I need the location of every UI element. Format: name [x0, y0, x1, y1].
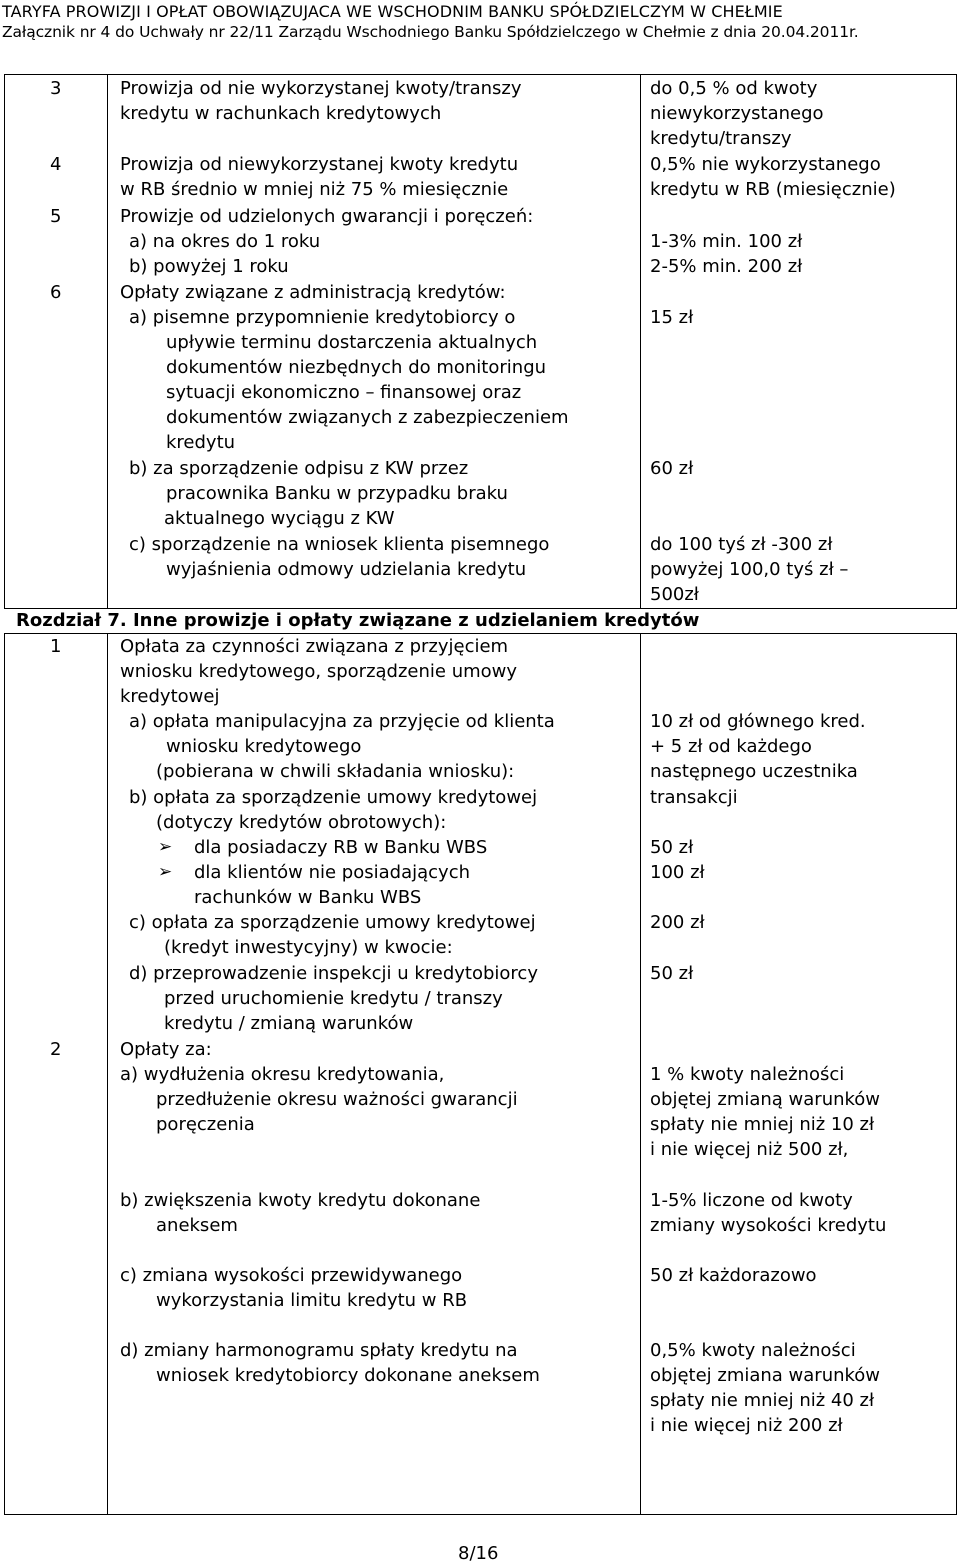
row-description: b) zwiększenia kwoty kredytu dokonane: [120, 1190, 481, 1211]
row-value: 1-3% min. 100 zł: [650, 231, 803, 252]
row-description: a) wydłużenia okresu kredytowania,: [120, 1064, 445, 1085]
row-description: aktualnego wyciągu z KW: [164, 508, 395, 529]
row-description: kredytu: [166, 432, 236, 453]
row-value: 2-5% min. 200 zł: [650, 256, 803, 277]
section-title: Rozdział 7. Inne prowizje i opłaty związane z udzielaniem kredytów: [16, 610, 700, 631]
row-value: do 0,5 % od kwoty: [650, 78, 818, 99]
row-description: wniosku kredytowego: [166, 736, 362, 757]
row-description: a) na okres do 1 roku: [129, 231, 321, 252]
row-description: rachunków w Banku WBS: [194, 887, 422, 908]
row-description: a) opłata manipulacyjna za przyjęcie od klienta: [129, 711, 555, 732]
row-value: 50 zł: [650, 963, 694, 984]
row-value: transakcji: [650, 787, 738, 808]
row-value: kredytu w RB (miesięcznie): [650, 179, 896, 200]
table-left-border-bottom: [4, 633, 5, 1515]
column-divider-value-bottom: [640, 633, 641, 1515]
row-description: wykorzystania limitu kredytu w RB: [156, 1290, 468, 1311]
row-description: d) zmiany harmonogramu spłaty kredytu na: [120, 1340, 518, 1361]
row-value: + 5 zł od każdego: [650, 736, 812, 757]
row-value: 50 zł każdorazowo: [650, 1265, 817, 1286]
row-description: Prowizja od niewykorzystanej kwoty kredytu: [120, 154, 519, 175]
row-description: kredytowej: [120, 686, 220, 707]
row-description: upływie terminu dostarczenia aktualnych: [166, 332, 538, 353]
row-number: 1: [50, 636, 62, 657]
row-description: Opłata za czynności związana z przyjęciem: [120, 636, 509, 657]
row-value: powyżej 100,0 tyś zł –: [650, 559, 849, 580]
table-right-border-bottom: [956, 633, 957, 1515]
row-description: dokumentów związanych z zabezpieczeniem: [166, 407, 569, 428]
row-value: objętej zmiana warunków: [650, 1365, 881, 1386]
row-number: 3: [50, 78, 62, 99]
row-description: (dotyczy kredytów obrotowych):: [156, 812, 447, 833]
row-value: 200 zł: [650, 912, 705, 933]
row-description: Prowizje od udzielonych gwarancji i poręczeń:: [120, 206, 534, 227]
row-value: spłaty nie mniej niż 10 zł: [650, 1114, 875, 1135]
header-subtitle: Załącznik nr 4 do Uchwały nr 22/11 Zarządu Wschodniego Banku Spółdzielczego w Chełmie z dnia 20.04.2011r.: [2, 23, 859, 41]
row-value: 60 zł: [650, 458, 694, 479]
row-description: b) powyżej 1 roku: [129, 256, 289, 277]
row-value: i nie więcej niż 500 zł,: [650, 1139, 849, 1160]
document-header: [2, 2, 960, 42]
row-description: wniosek kredytobiorcy dokonane aneksem: [156, 1365, 540, 1386]
row-value: do 100 tyś zł -300 zł: [650, 534, 833, 555]
row-description: przedłużenie okresu ważności gwarancji: [156, 1089, 518, 1110]
row-value: 15 zł: [650, 307, 694, 328]
header-title: TARYFA PROWIZJI I OPŁAT OBOWIĄZUJACA WE WSCHODNIM BANKU SPÓŁDZIELCZYM W CHEŁMIE: [2, 2, 783, 21]
row-value: objętej zmianą warunków: [650, 1089, 881, 1110]
row-value: 1 % kwoty należności: [650, 1064, 845, 1085]
table-left-border-top: [4, 74, 5, 609]
row-description: Opłaty związane z administracją kredytów:: [120, 282, 506, 303]
row-description: dokumentów niezbędnych do monitoringu: [166, 357, 547, 378]
row-number: 6: [50, 282, 62, 303]
row-value: 50 zł: [650, 837, 694, 858]
row-value: następnego uczestnika: [650, 761, 858, 782]
row-description: dla klientów nie posiadających: [194, 862, 470, 883]
table-right-border-top: [956, 74, 957, 609]
row-description: c) opłata za sporządzenie umowy kredytowej: [129, 912, 536, 933]
row-description: pracownika Banku w przypadku braku: [166, 483, 508, 504]
row-description: b) za sporządzenie odpisu z KW przez: [129, 458, 469, 479]
row-number: 4: [50, 154, 62, 175]
row-description: dla posiadaczy RB w Banku WBS: [194, 837, 488, 858]
row-value: spłaty nie mniej niż 40 zł: [650, 1390, 875, 1411]
row-description: aneksem: [156, 1215, 238, 1236]
row-value: i nie więcej niż 200 zł: [650, 1415, 843, 1436]
table-bottom-border: [4, 1514, 957, 1515]
row-description: c) sporządzenie na wniosek klienta pisemnego: [129, 534, 550, 555]
row-description: c) zmiana wysokości przewidywanego: [120, 1265, 463, 1286]
row-number: 2: [50, 1039, 62, 1060]
row-value: 10 zł od głównego kred.: [650, 711, 866, 732]
row-value: 0,5% kwoty należności: [650, 1340, 856, 1361]
table-top-border: [4, 74, 957, 75]
page-number: 8/16: [458, 1543, 499, 1564]
row-description: Prowizja od nie wykorzystanej kwoty/transzy: [120, 78, 522, 99]
row-value: 1-5% liczone od kwoty: [650, 1190, 853, 1211]
row-description: kredytu w rachunkach kredytowych: [120, 103, 442, 124]
row-description: poręczenia: [156, 1114, 255, 1135]
row-description: przed uruchomienie kredytu / transzy: [164, 988, 503, 1009]
row-description: Opłaty za:: [120, 1039, 212, 1060]
row-value: 0,5% nie wykorzystanego: [650, 154, 881, 175]
row-value: 100 zł: [650, 862, 705, 883]
arrow-bullet-icon: ➢: [158, 862, 173, 882]
arrow-bullet-icon: ➢: [158, 837, 173, 857]
row-description: wyjaśnienia odmowy udzielania kredytu: [166, 559, 527, 580]
row-value: 500zł: [650, 584, 699, 605]
column-divider-number-bottom: [107, 633, 108, 1515]
row-description: d) przeprowadzenie inspekcji u kredytobiorcy: [129, 963, 538, 984]
row-value: zmiany wysokości kredytu: [650, 1215, 887, 1236]
row-description: wniosku kredytowego, sporządzenie umowy: [120, 661, 518, 682]
row-description: b) opłata za sporządzenie umowy kredytowej: [129, 787, 538, 808]
row-number: 5: [50, 206, 62, 227]
row-description: (kredyt inwestycyjny) w kwocie:: [164, 937, 453, 958]
row-value: kredytu/transzy: [650, 128, 792, 149]
column-divider-value-top: [640, 74, 641, 609]
column-divider-number-top: [107, 74, 108, 609]
row-description: w RB średnio w mniej niż 75 % miesięcznie: [120, 179, 509, 200]
row-value: niewykorzystanego: [650, 103, 824, 124]
row-description: (pobierana w chwili składania wniosku):: [156, 761, 515, 782]
row-description: kredytu / zmianą warunków: [164, 1013, 414, 1034]
row-description: sytuacji ekonomiczno – finansowej oraz: [166, 382, 522, 403]
row-description: a) pisemne przypomnienie kredytobiorcy o: [129, 307, 516, 328]
